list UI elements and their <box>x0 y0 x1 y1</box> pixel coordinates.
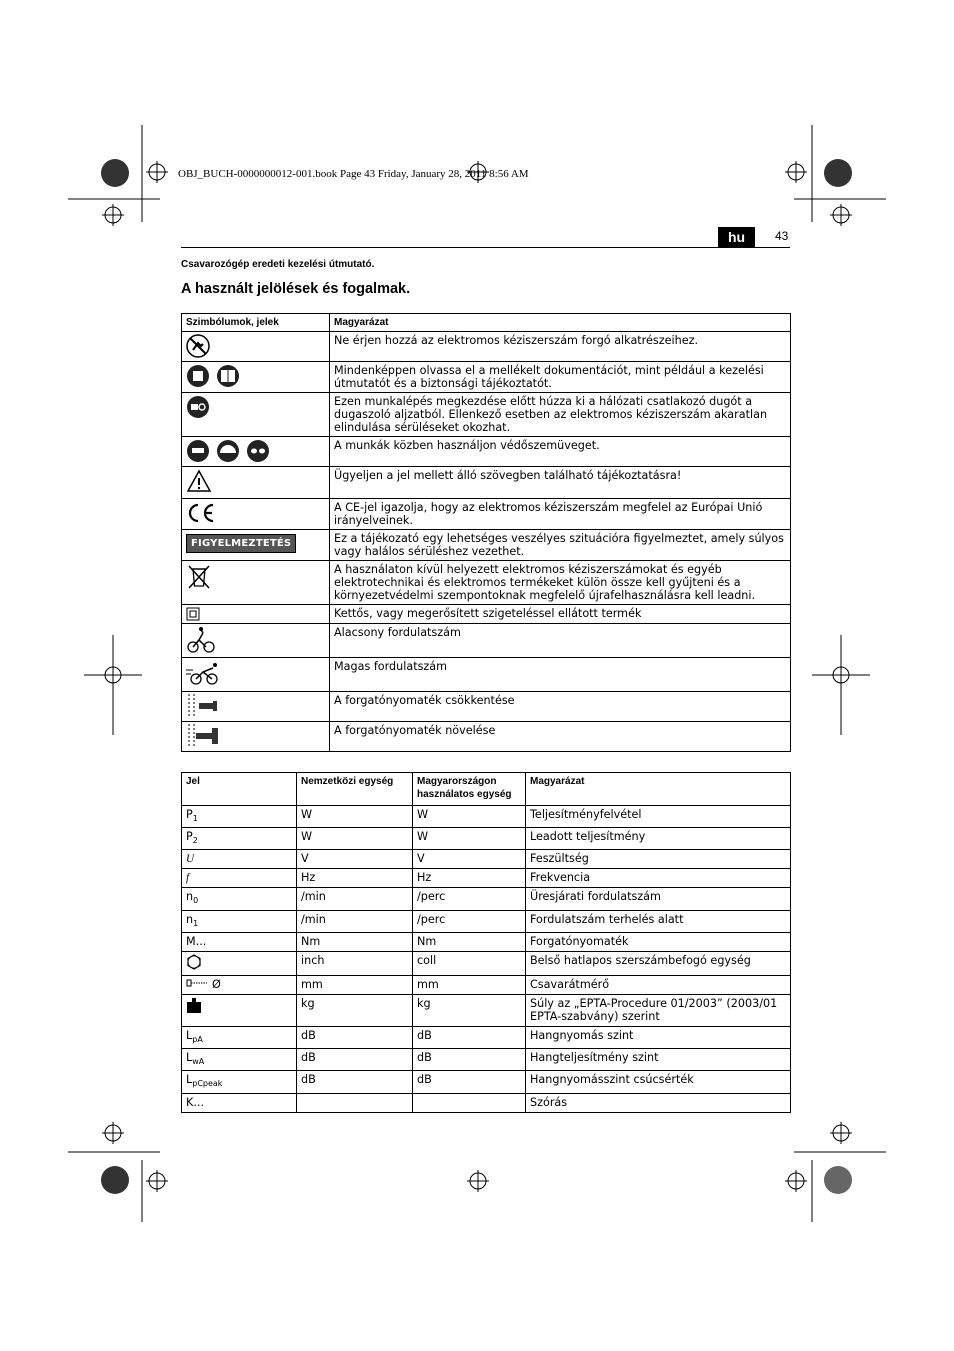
table-row <box>182 828 791 850</box>
symbol-text: P <box>186 808 193 821</box>
symbol-cell <box>182 658 330 692</box>
table-row <box>182 722 791 752</box>
symbol-cell <box>182 975 297 994</box>
symbol-text: n <box>186 890 194 904</box>
explanation-cell: Ne érjen hozzá az elektromos kéziszerszám forgó alkatrészeihez. <box>330 332 791 362</box>
symbol-subscript: pA <box>192 1035 203 1045</box>
intl-unit-cell: Hz <box>297 869 413 888</box>
symbol-cell <box>182 499 330 530</box>
table-row <box>182 467 791 499</box>
symbol-text: L <box>186 1051 193 1065</box>
explanation-cell: Hangnyomás szint <box>526 1026 791 1048</box>
hu-unit-cell: /perc <box>413 910 526 932</box>
double-insulation-icon <box>186 607 200 621</box>
table-row <box>182 530 791 561</box>
explanation-cell: A munkák közben használjon védőszemüveget. <box>330 437 791 467</box>
header-hu-unit: Magyarországon használatos egység <box>413 773 526 806</box>
explanation-cell: Csavarátmérő <box>526 975 791 994</box>
protective-gear-icon <box>186 439 270 463</box>
symbol-subscript: 1 <box>193 918 199 928</box>
header-explanation: Magyarázat <box>526 773 791 806</box>
table-header-row <box>182 314 791 332</box>
header-explanation: Magyarázat <box>330 314 791 332</box>
explanation-cell: Ez a tájékozató egy lehetséges veszélyes szituációra figyelmeztet, amely súlyos vagy halálos sérüléshez vezethet. <box>330 530 791 561</box>
low-speed-icon <box>186 626 216 654</box>
read-manual-icon <box>186 364 240 388</box>
table-row <box>182 437 791 467</box>
hu-unit-cell: mm <box>413 975 526 994</box>
high-speed-icon <box>186 660 220 686</box>
symbol-cell <box>182 994 297 1026</box>
explanation-cell: Ügyeljen a jel mellett álló szövegben található tájékoztatásra! <box>330 467 791 499</box>
hu-unit-cell <box>413 1093 526 1112</box>
symbol-cell <box>182 605 330 624</box>
explanation-cell: Feszültség <box>526 850 791 869</box>
table-row <box>182 806 791 828</box>
symbol-subscript: pCpeak <box>192 1079 223 1089</box>
symbol-cell <box>182 869 297 888</box>
torque-increase-icon <box>186 724 222 748</box>
symbol-cell <box>182 362 330 393</box>
hex-socket-icon <box>186 954 202 973</box>
table-row <box>182 932 791 951</box>
symbol-cell <box>182 332 330 362</box>
intl-unit-cell <box>297 1093 413 1112</box>
table-row <box>182 1071 791 1093</box>
explanation-cell: Teljesítményfelvétel <box>526 806 791 828</box>
table-row <box>182 975 791 994</box>
explanation-cell: Fordulatszám terhelés alatt <box>526 910 791 932</box>
intl-unit-cell: dB <box>297 1049 413 1071</box>
symbol-cell <box>182 1049 297 1071</box>
symbol-cell <box>182 951 297 975</box>
page-number: 43 <box>775 229 789 243</box>
symbol-cell <box>182 828 297 850</box>
intl-unit-cell: dB <box>297 1071 413 1093</box>
table-row <box>182 362 791 393</box>
symbol-text: n <box>186 912 194 926</box>
table-row <box>182 888 791 910</box>
explanation-cell: Súly az „EPTA-Procedure 01/2003” (2003/01 EPTA-szabvány) szerint <box>526 994 791 1026</box>
table-header-row <box>182 773 791 806</box>
symbol-subscript: 1 <box>192 814 198 824</box>
no-touch-icon <box>186 334 210 358</box>
symbol-cell <box>182 530 330 561</box>
symbol-subscript: 0 <box>193 896 199 906</box>
symbol-text: K... <box>186 1095 205 1109</box>
intl-unit-cell: mm <box>297 975 413 994</box>
symbol-text: L <box>186 1028 193 1042</box>
table-row <box>182 561 791 605</box>
symbol-cell <box>182 932 297 951</box>
intl-unit-cell: /min <box>297 910 413 932</box>
intl-unit-cell: Nm <box>297 932 413 951</box>
hu-unit-cell: Hz <box>413 869 526 888</box>
table-row <box>182 1026 791 1048</box>
explanation-cell: Mindenképpen olvassa el a mellékelt dokumentációt, mint például a kezelési útmutatót és a biztonsági tájékoztatót. <box>330 362 791 393</box>
header-symbols: Szimbólumok, jelek <box>182 314 330 332</box>
table-row <box>182 658 791 692</box>
table-row <box>182 624 791 658</box>
hu-unit-cell: kg <box>413 994 526 1026</box>
hu-unit-cell: dB <box>413 1049 526 1071</box>
explanation-cell: Ezen munkalépés megkezdése előtt húzza ki a hálózati csatlakozó dugót a dugaszoló aljzatból. Ellenkező esetben az elektromos kéziszerszám akaratlan elindulása sérüléseket okozhat. <box>330 393 791 437</box>
symbol-cell <box>182 1071 297 1093</box>
unplug-icon <box>186 395 210 419</box>
intl-unit-cell: W <box>297 806 413 828</box>
subtitle: Csavarozógép eredeti kezelési útmutató. <box>181 259 375 270</box>
explanation-cell: Hangnyomásszint csúcsérték <box>526 1071 791 1093</box>
symbol-cell <box>182 888 297 910</box>
hu-unit-cell: W <box>413 806 526 828</box>
explanation-cell: Forgatónyomaték <box>526 932 791 951</box>
symbol-text: L <box>186 1073 193 1087</box>
symbol-cell <box>182 722 330 752</box>
symbol-cell <box>182 624 330 658</box>
explanation-cell: A használaton kívül helyezett elektromos kéziszerszámokat és egyéb elektrotechnikai és elektromos termékeket külön össze kell gyűjteni és a környezetvédelmi szempontoknak megfelelő újrafelhasználásra kell leadni. <box>330 561 791 605</box>
symbol-cell <box>182 437 330 467</box>
symbol-cell <box>182 1026 297 1048</box>
hu-unit-cell: coll <box>413 951 526 975</box>
explanation-cell: Belső hatlapos szerszámbefogó egység <box>526 951 791 975</box>
intl-unit-cell: kg <box>297 994 413 1026</box>
header-rule <box>181 247 790 248</box>
hu-unit-cell: /perc <box>413 888 526 910</box>
warning-label-icon: FIGYELMEZTETÉS <box>186 534 296 553</box>
table-row <box>182 850 791 869</box>
table-row <box>182 1093 791 1112</box>
explanation-cell: Leadott teljesítmény <box>526 828 791 850</box>
symbols-table <box>181 313 791 752</box>
table-row <box>182 605 791 624</box>
table-row <box>182 692 791 722</box>
ce-mark-icon <box>186 501 216 525</box>
header-symbol: Jel <box>182 773 297 806</box>
symbol-cell <box>182 806 297 828</box>
hu-unit-cell: W <box>413 828 526 850</box>
hu-unit-cell: dB <box>413 1071 526 1093</box>
hu-unit-cell: dB <box>413 1026 526 1048</box>
explanation-cell: Magas fordulatszám <box>330 658 791 692</box>
intl-unit-cell: V <box>297 850 413 869</box>
explanation-cell: A CE-jel igazolja, hogy az elektromos kéziszerszám megfelel az Európai Unió irányelveinek. <box>330 499 791 530</box>
symbol-cell <box>182 561 330 605</box>
explanation-cell: Frekvencia <box>526 869 791 888</box>
intl-unit-cell: /min <box>297 888 413 910</box>
hu-unit-cell: Nm <box>413 932 526 951</box>
symbol-text: Ø <box>212 977 221 991</box>
intl-unit-cell: inch <box>297 951 413 975</box>
header-intl-unit: Nemzetközi egység <box>297 773 413 806</box>
screw-diameter-icon <box>186 978 208 991</box>
symbol-cell <box>182 467 330 499</box>
torque-decrease-icon <box>186 694 220 718</box>
language-tab: hu <box>718 227 755 247</box>
symbol-cell <box>182 910 297 932</box>
table-row <box>182 869 791 888</box>
symbol-cell <box>182 850 297 869</box>
weee-bin-icon <box>186 563 212 591</box>
explanation-cell: A forgatónyomaték csökkentése <box>330 692 791 722</box>
file-header: OBJ_BUCH-0000000012-001.book Page 43 Friday, January 28, 2011 8:56 AM <box>178 168 529 180</box>
symbol-cell <box>182 1093 297 1112</box>
hu-unit-cell: V <box>413 850 526 869</box>
explanation-cell: Alacsony fordulatszám <box>330 624 791 658</box>
table-row <box>182 393 791 437</box>
symbol-cell <box>182 692 330 722</box>
table-row <box>182 332 791 362</box>
section-title: A használt jelölések és fogalmak. <box>181 281 411 297</box>
weight-icon <box>186 997 202 1016</box>
intl-unit-cell: W <box>297 828 413 850</box>
warning-triangle-icon <box>186 469 212 493</box>
symbol-subscript: wA <box>192 1057 205 1067</box>
table-row <box>182 910 791 932</box>
explanation-cell: Hangteljesítmény szint <box>526 1049 791 1071</box>
symbol-text: M... <box>186 934 207 948</box>
explanation-cell: A forgatónyomaték növelése <box>330 722 791 752</box>
table-row <box>182 951 791 975</box>
explanation-cell: Kettős, vagy megerősített szigeteléssel ellátott termék <box>330 605 791 624</box>
units-table <box>181 772 791 1113</box>
symbol-subscript: 2 <box>192 836 198 846</box>
symbol-text: f <box>186 872 190 885</box>
intl-unit-cell: dB <box>297 1026 413 1048</box>
table-row <box>182 1049 791 1071</box>
table-row <box>182 994 791 1026</box>
table-row <box>182 499 791 530</box>
explanation-cell: Üresjárati fordulatszám <box>526 888 791 910</box>
symbol-cell <box>182 393 330 437</box>
symbol-text: U <box>186 853 195 866</box>
units-body <box>182 806 791 1113</box>
symbol-text: P <box>186 830 193 844</box>
explanation-cell: Szórás <box>526 1093 791 1112</box>
